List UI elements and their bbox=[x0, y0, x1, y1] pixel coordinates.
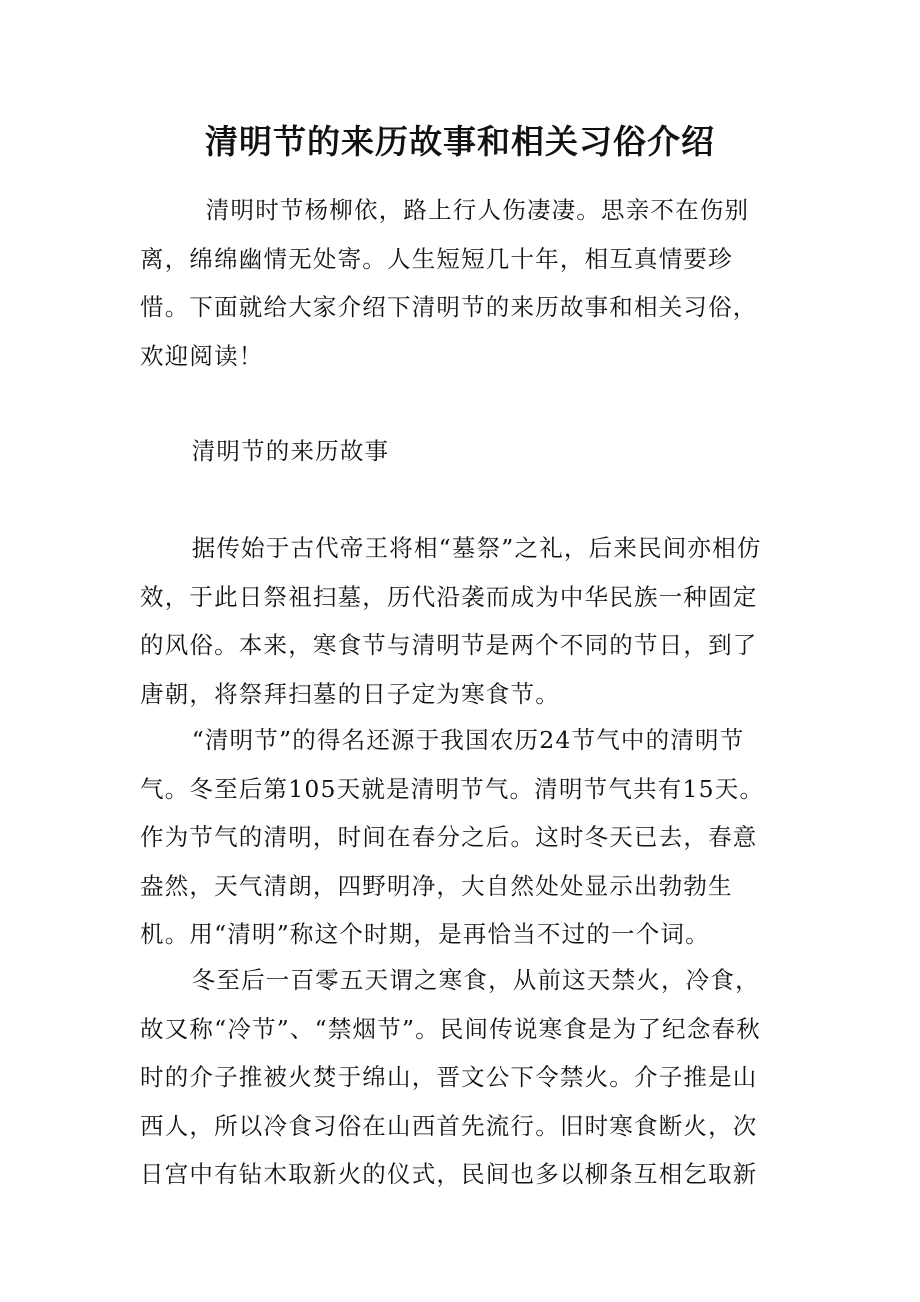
body-paragraph-2: “清明节”的得名还源于我国农历24节气中的清明节气。冬至后第105天就是清明节气。清明节气共有15天。作为节气的清明，时间在春分之后。这时冬天已去，春意盎然，天气清朗，四野明净，大自然处处显示出勃勃生机。用“清明”称这个时期，是再恰当不过的一个词。 bbox=[140, 726, 765, 949]
section-heading: 清明节的来历故事 bbox=[191, 437, 390, 465]
intro-paragraph: 清明时节杨柳依，路上行人伤凄凄。思亲不在伤别离，绵绵幽情无处寄。人生短短几十年，相互真情要珍惜。下面就给大家介绍下清明节的来历故事和相关习俗，欢迎阅读！ bbox=[140, 196, 758, 370]
body-paragraph-3: 冬至后一百零五天谓之寒食，从前这天禁火，冷食，故又称“冷节”、“禁烟节”。民间传说寒食是为了纪念春秋时的介子推被火焚于绵山，晋文公下令禁火。介子推是山西人，所以冷食习俗在山西首先流行。旧时寒食断火，次日宫中有钻木取新火的仪式，民间也多以柳条互相乞取新 bbox=[140, 966, 761, 1189]
body-paragraph-1: 据传始于古代帝王将相“墓祭”之礼，后来民间亦相仿效，于此日祭祖扫墓，历代沿袭而成为中华民族一种固定的风俗。本来，寒食节与清明节是两个不同的节日，到了唐朝，将祭拜扫墓的日子定为寒食节。 bbox=[140, 534, 762, 708]
document-title: 清明节的来历故事和相关习俗介绍 bbox=[205, 122, 715, 161]
